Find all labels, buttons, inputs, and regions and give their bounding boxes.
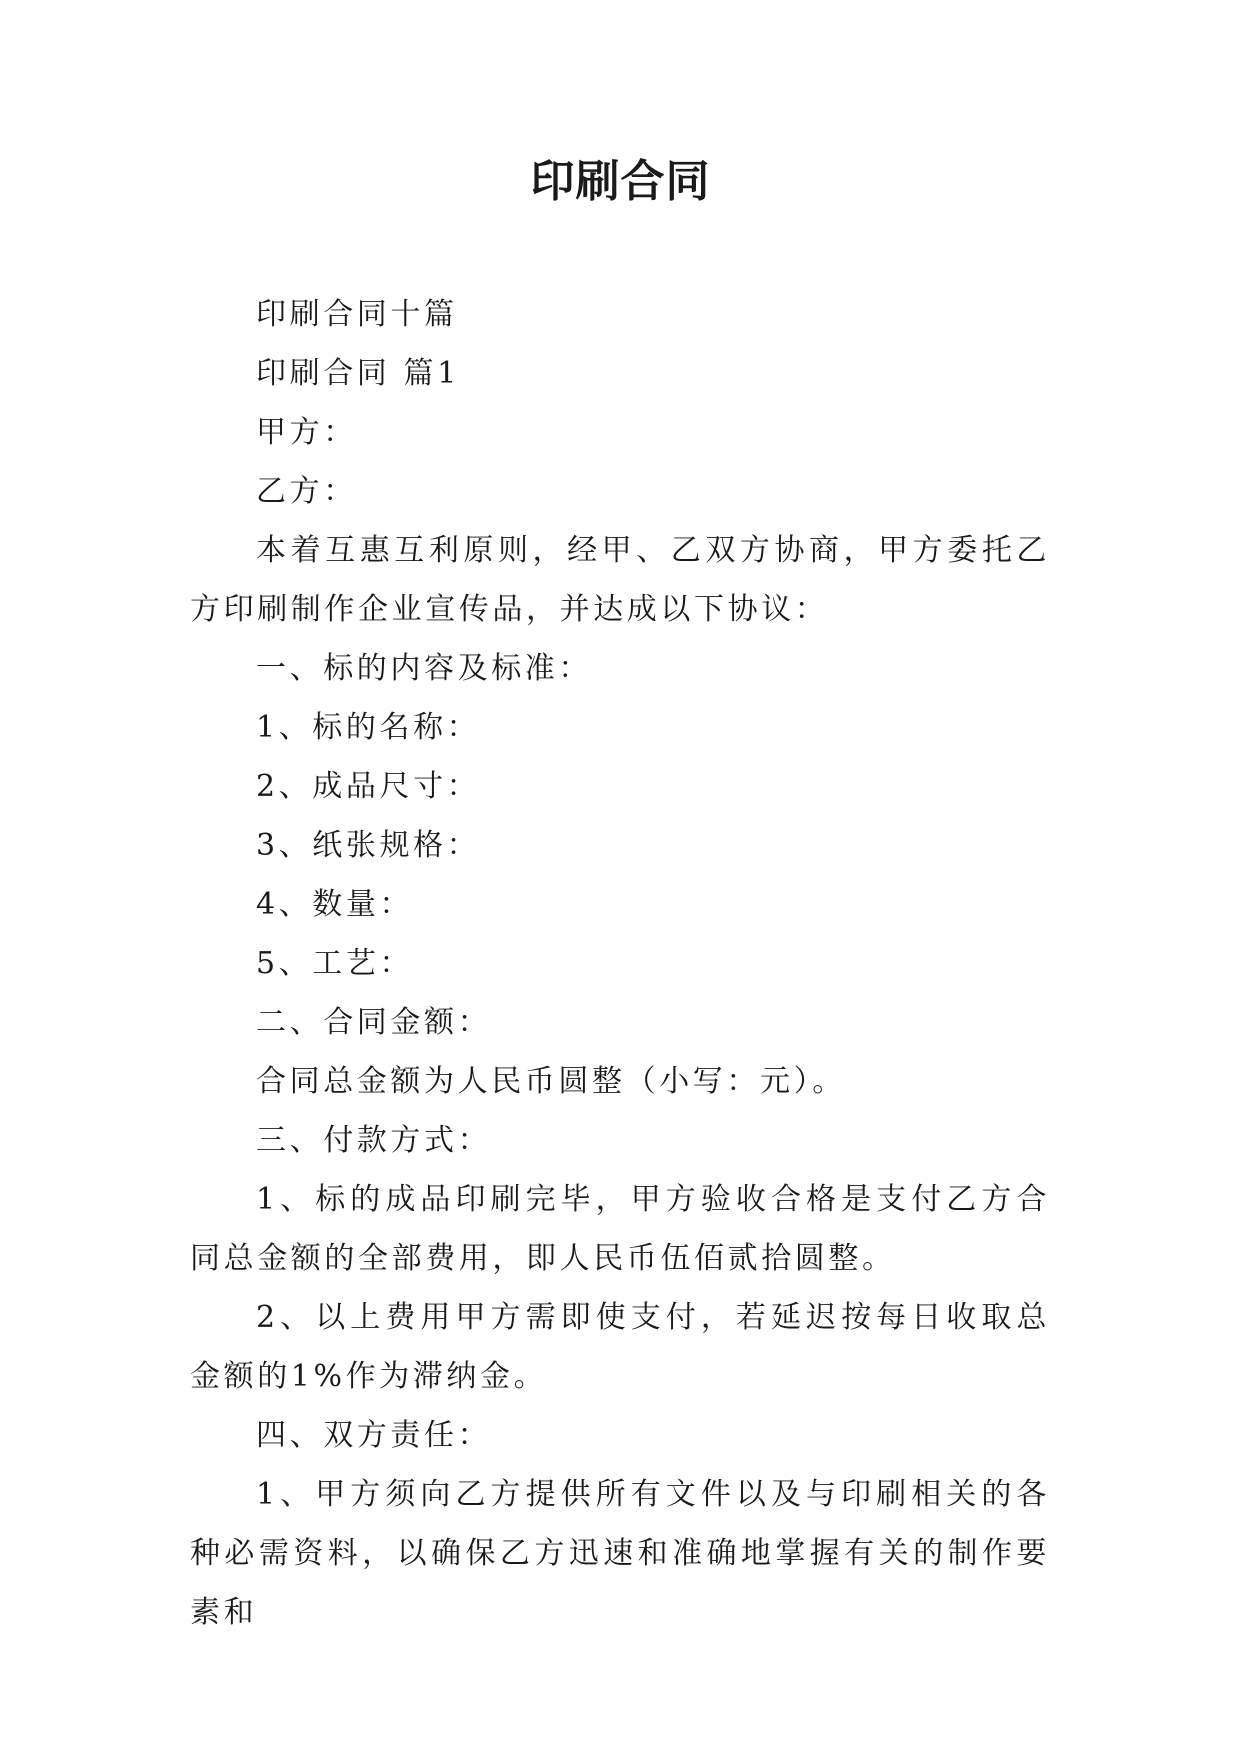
paragraph: 印刷合同十篇: [256, 297, 458, 332]
paragraph: 3、纸张规格：: [256, 828, 481, 863]
paragraph: 4、数量：: [256, 887, 414, 922]
paragraph: 乙方：: [256, 474, 357, 509]
document-body: [190, 285, 1050, 1642]
paragraph: 二、合同金额：: [256, 1005, 492, 1040]
paragraph: 1、甲方须向乙方提供所有文件以及与印刷相关的各种必需资料，以确保乙方迅速和准确地掌握有关的制作要素和: [190, 1477, 1050, 1630]
paragraph: 1、标的成品印刷完毕，甲方验收合格是支付乙方合同总金额的全部费用，即人民币伍佰贰拾圆整。: [190, 1182, 1050, 1276]
paragraph: 2、成品尺寸：: [256, 769, 481, 804]
paragraph: 本着互惠互利原则，经甲、乙双方协商，甲方委托乙方印刷制作企业宣传品，并达成以下协议：: [190, 533, 1050, 627]
paragraph: 印刷合同 篇1: [256, 356, 460, 391]
paragraph: 四、双方责任：: [256, 1418, 492, 1453]
paragraph: 5、工艺：: [256, 946, 414, 981]
paragraph: 三、付款方式：: [256, 1123, 492, 1158]
document-title: 印刷合同: [530, 156, 711, 207]
paragraph: 合同总金额为人民币圆整（小写：元）。: [256, 1064, 846, 1099]
paragraph: 甲方：: [256, 415, 357, 450]
paragraph: 1、标的名称：: [256, 710, 481, 745]
paragraph: 一、标的内容及标准：: [256, 651, 592, 686]
paragraph: 2、以上费用甲方需即使支付，若延迟按每日收取总金额的1%作为滞纳金。: [190, 1300, 1050, 1394]
